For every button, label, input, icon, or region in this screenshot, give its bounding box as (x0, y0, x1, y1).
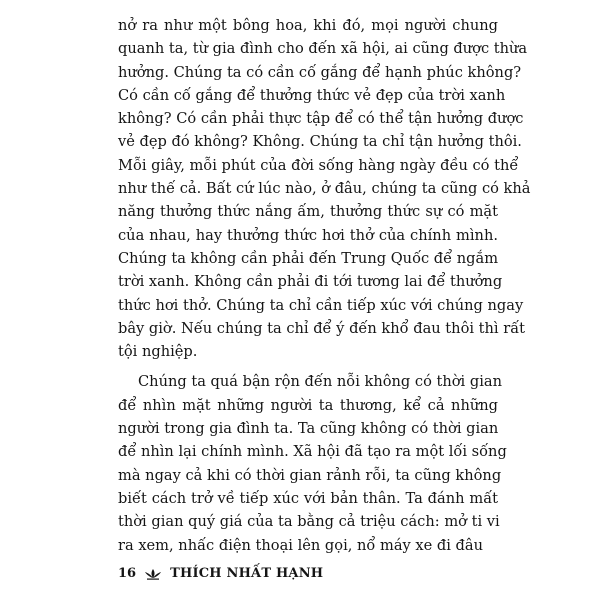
text-line: nở ra như một bông hoa, khi đó, mọi người chung (118, 17, 498, 34)
text-line: biết cách trở về tiếp xúc với bản thân. Ta đánh mất (118, 489, 498, 507)
text-line: để nhìn lại chính mình. Xã hội đã tạo ra một lối sống (118, 443, 507, 461)
paragraph-1 (118, 14, 531, 363)
text-line: vẻ đẹp đó không? Không. Chúng ta chỉ tận hưởng thôi. (118, 133, 522, 151)
text-line: năng thưởng thức nắng ấm, thưởng thức sự có mặt (118, 203, 498, 221)
author-name: THÍCH NHẤT HẠNH (170, 566, 324, 581)
text-line: Mỗi giây, mỗi phút của đời sống hàng ngày đều có thể (118, 156, 519, 174)
text-line: thức hơi thở. Chúng ta chỉ cần tiếp xúc với chúng ngay (118, 296, 524, 314)
body-text (118, 14, 531, 557)
text-line: Có cần cố gắng để thưởng thức vẻ đẹp của trời xanh (118, 86, 506, 104)
text-line: ra xem, nhấc điện thoại lên gọi, nổ máy xe đi đâu (118, 536, 483, 554)
paragraph-2 (118, 370, 507, 556)
text-line: bây giờ. Nếu chúng ta chỉ để ý đến khổ đau thôi thì rất (118, 319, 526, 337)
text-line: quanh ta, từ gia đình cho đến xã hội, ai cũng được thừa (118, 40, 528, 58)
text-line: tội nghiệp. (118, 343, 198, 361)
page-number: 16 (118, 566, 137, 581)
text-line: của nhau, hay thưởng thức hơi thở của chính mình. (118, 226, 498, 244)
text-line: Chúng ta không cần phải đến Trung Quốc để ngắm (118, 249, 499, 267)
text-line: trời xanh. Không cần phải đi tới tương lai để thưởng (118, 273, 503, 291)
text-line: mà ngay cả khi có thời gian rảnh rỗi, ta cũng không (118, 466, 502, 484)
paragraph-gap (118, 363, 498, 370)
text-line: như thế cả. Bất cứ lúc nào, ở đâu, chúng ta cũng có khả (118, 180, 531, 198)
text-line: thời gian quý giá của ta bằng cả triệu cách: mở ti vi (118, 513, 500, 531)
text-line: Chúng ta quá bận rộn đến nỗi không có thời gian (138, 373, 502, 391)
lotus-ornament-icon (144, 568, 162, 580)
text-line: không? Có cần phải thực tập để có thể tận hưởng được (118, 110, 524, 128)
text-line: để nhìn mặt những người ta thương, kể cả những (118, 396, 498, 414)
text-line: hưởng. Chúng ta có cần cố gắng để hạnh phúc không? (118, 63, 522, 81)
text-line: người trong gia đình ta. Ta cũng không có thời gian (118, 420, 499, 438)
page-footer (118, 566, 323, 581)
